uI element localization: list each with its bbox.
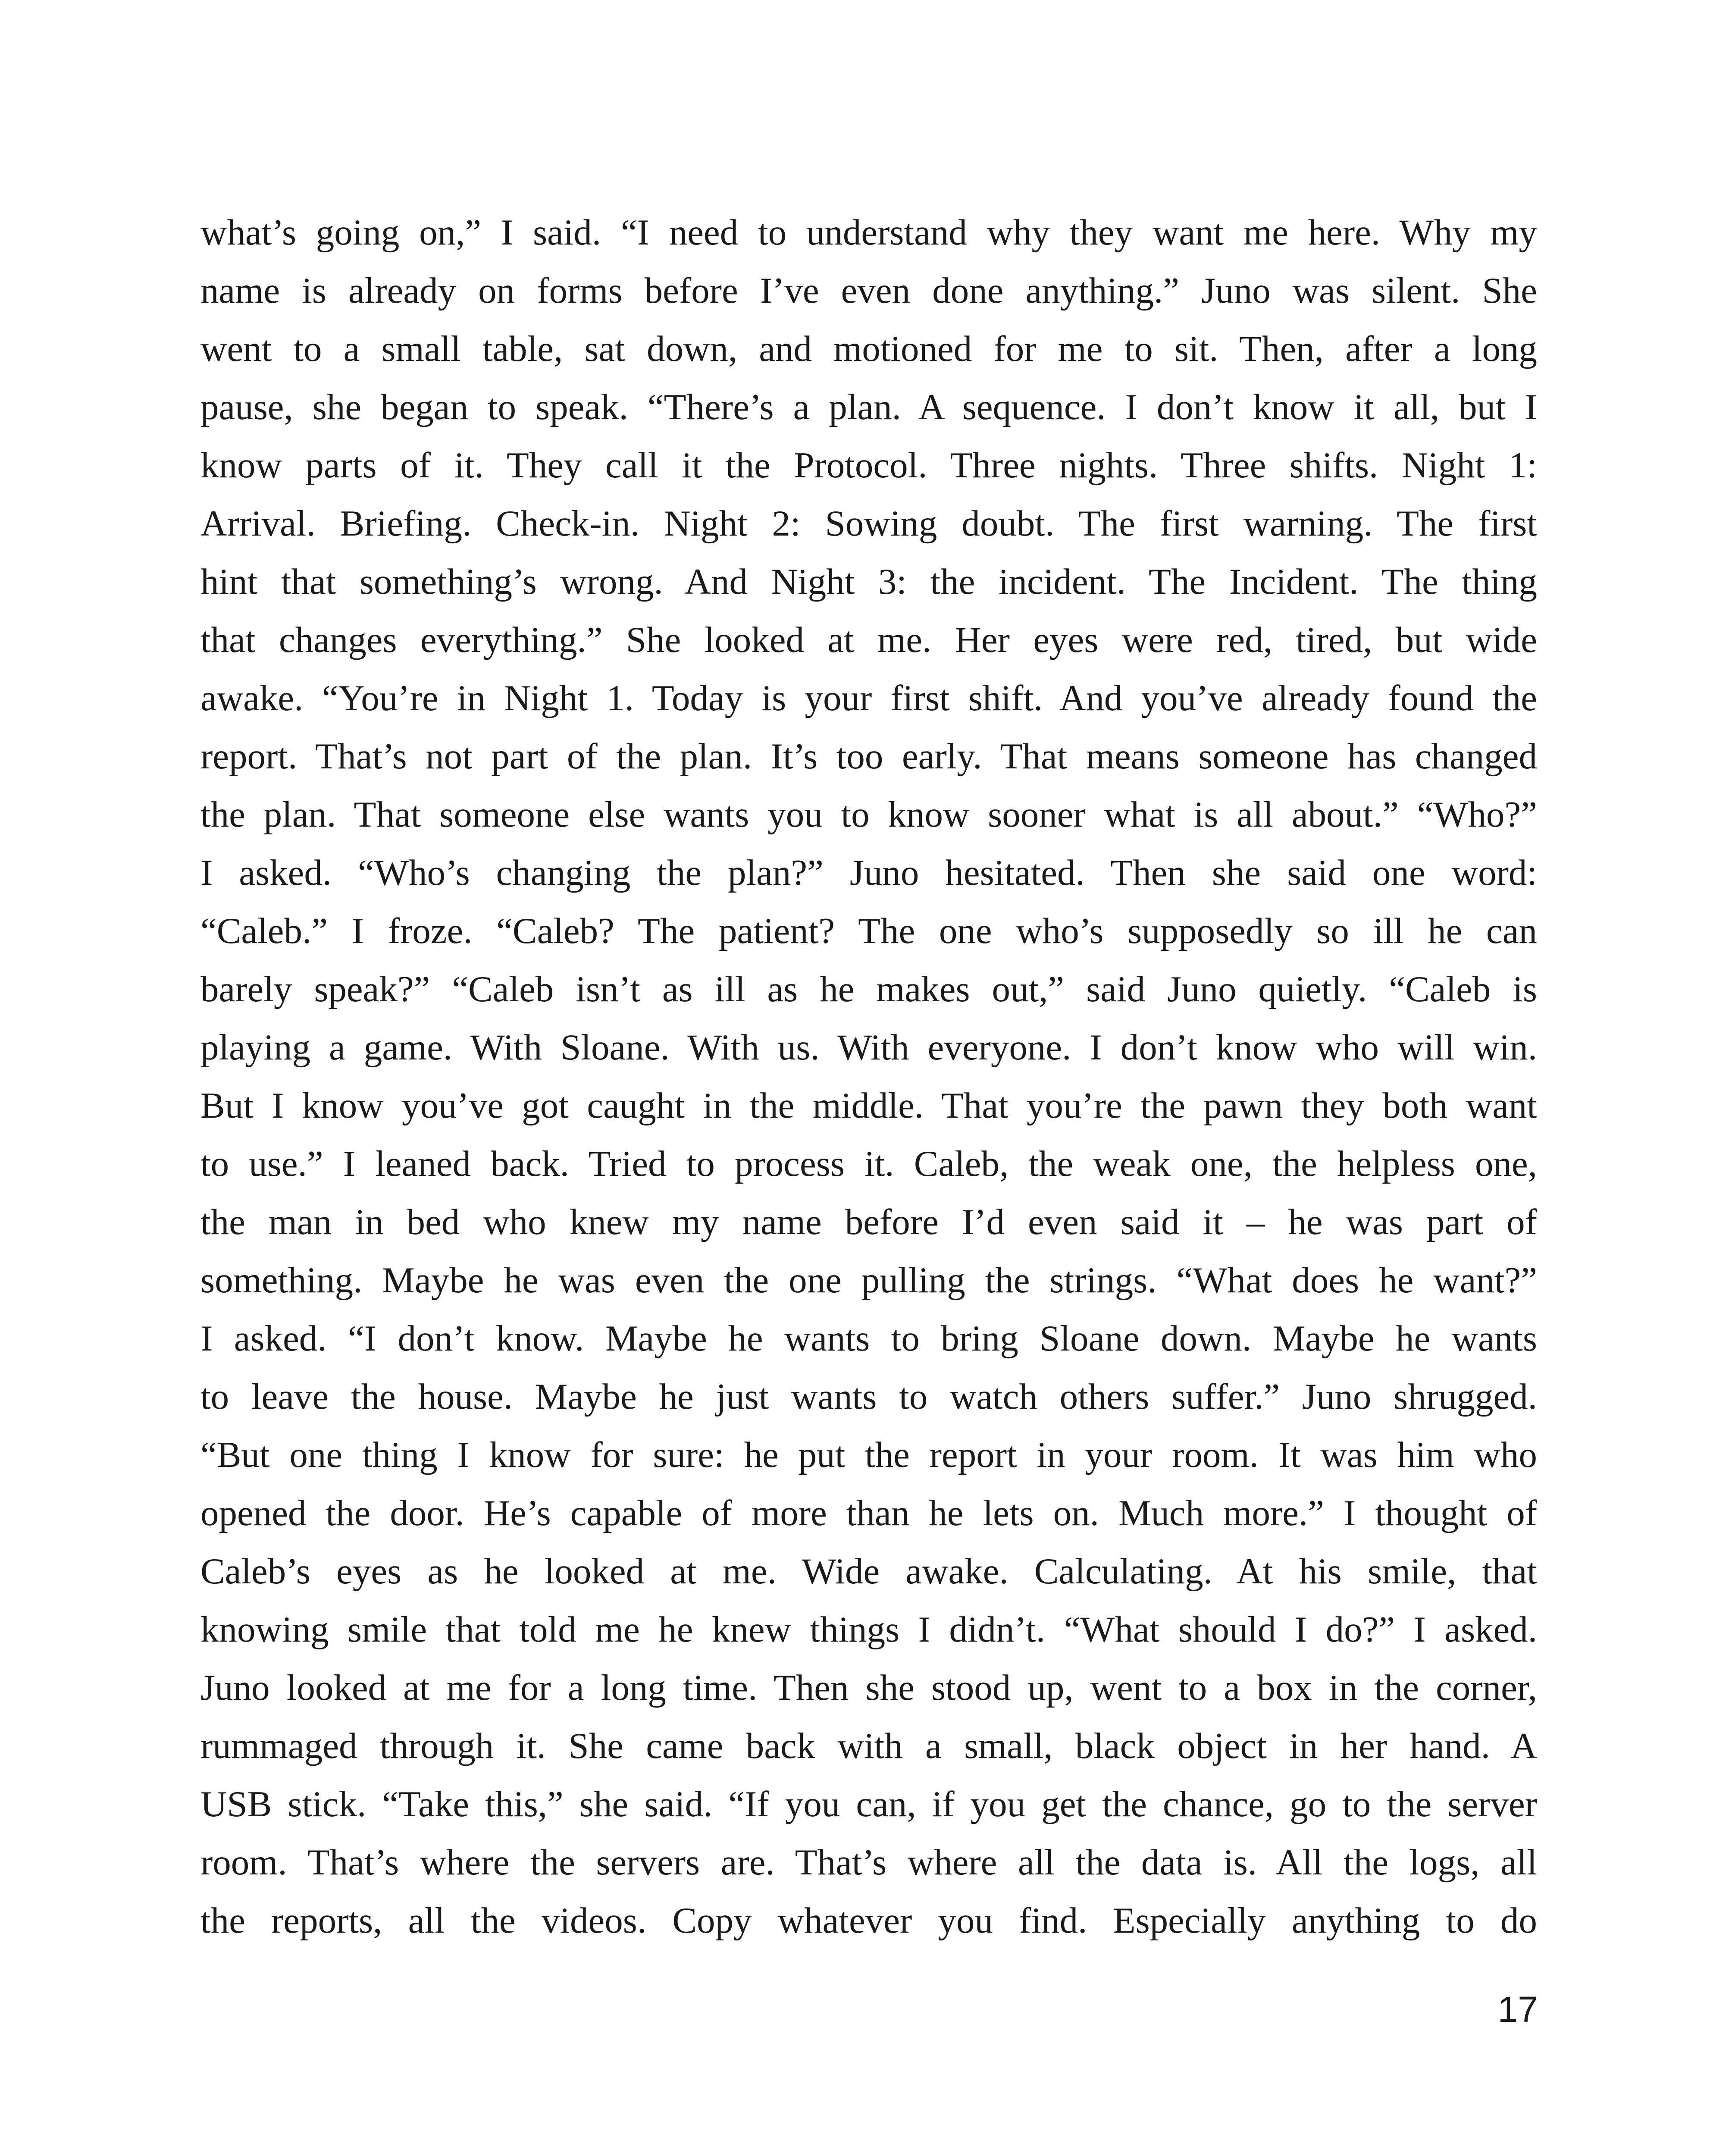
text-line: report. That’s not part of the plan. It’s too early. That means someone has changed xyxy=(200,736,1537,777)
text-line: knowing smile that told me he knew things I didn’t. “What should I do?” I asked. xyxy=(200,1609,1537,1650)
text-line: that changes everything.” She looked at me. Her eyes were red, tired, but wide xyxy=(200,620,1537,660)
text-line: room. That’s where the servers are. That’s where all the data is. All the logs, all xyxy=(200,1842,1537,1883)
text-line: I asked. “Who’s changing the plan?” Juno hesitated. Then she said one word: xyxy=(200,852,1537,893)
text-line: Juno looked at me for a long time. Then she stood up, went to a box in the corner, xyxy=(200,1667,1537,1708)
text-line: the plan. That someone else wants you to know sooner what is all about.” “Who?” xyxy=(200,794,1537,835)
text-line: playing a game. With Sloane. With us. With everyone. I don’t know who will win. xyxy=(200,1027,1537,1068)
text-line: something. Maybe he was even the one pulling the strings. “What does he want?” xyxy=(200,1260,1537,1300)
text-line: But I know you’ve got caught in the middle. That you’re the pawn they both want xyxy=(200,1085,1537,1126)
text-line: what’s going on,” I said. “I need to understand why they want me here. Why my xyxy=(200,212,1537,253)
text-line: went to a small table, sat down, and motioned for me to sit. Then, after a long xyxy=(200,329,1537,369)
text-line: the reports, all the videos. Copy whatever you find. Especially anything to do xyxy=(200,1900,1537,1941)
text-line: the man in bed who knew my name before I’d even said it – he was part of xyxy=(200,1202,1537,1242)
text-line: opened the door. He’s capable of more than he lets on. Much more.” I thought of xyxy=(200,1493,1537,1533)
page-number: 17 xyxy=(1497,1989,1538,2030)
text-line: Caleb’s eyes as he looked at me. Wide awake. Calculating. At his smile, that xyxy=(200,1551,1537,1592)
text-line: barely speak?” “Caleb isn’t as ill as he makes out,” said Juno quietly. “Caleb is xyxy=(200,969,1537,1009)
text-line: “Caleb.” I froze. “Caleb? The patient? The one who’s supposedly so ill he can xyxy=(200,911,1537,951)
body-text xyxy=(200,204,1537,1950)
text-line: to leave the house. Maybe he just wants to watch others suffer.” Juno shrugged. xyxy=(200,1376,1537,1417)
text-line: to use.” I leaned back. Tried to process it. Caleb, the weak one, the helpless one, xyxy=(200,1144,1537,1184)
text-line: I asked. “I don’t know. Maybe he wants to bring Sloane down. Maybe he wants xyxy=(200,1318,1537,1359)
text-line: hint that something’s wrong. And Night 3: the incident. The Incident. The thing xyxy=(200,561,1537,602)
text-line: rummaged through it. She came back with a small, black object in her hand. A xyxy=(200,1726,1537,1766)
text-line: awake. “You’re in Night 1. Today is your first shift. And you’ve already found the xyxy=(200,678,1537,718)
text-line: pause, she began to speak. “There’s a plan. A sequence. I don’t know it all, but I xyxy=(200,387,1537,427)
text-line: USB stick. “Take this,” she said. “If you can, if you get the chance, go to the server xyxy=(200,1784,1537,1824)
text-line: Arrival. Briefing. Check-in. Night 2: Sowing doubt. The first warning. The first xyxy=(200,503,1537,544)
text-line: “But one thing I know for sure: he put the report in your room. It was him who xyxy=(200,1435,1537,1475)
text-line: know parts of it. They call it the Protocol. Three nights. Three shifts. Night 1: xyxy=(200,445,1537,486)
text-line: name is already on forms before I’ve even done anything.” Juno was silent. She xyxy=(200,270,1537,311)
